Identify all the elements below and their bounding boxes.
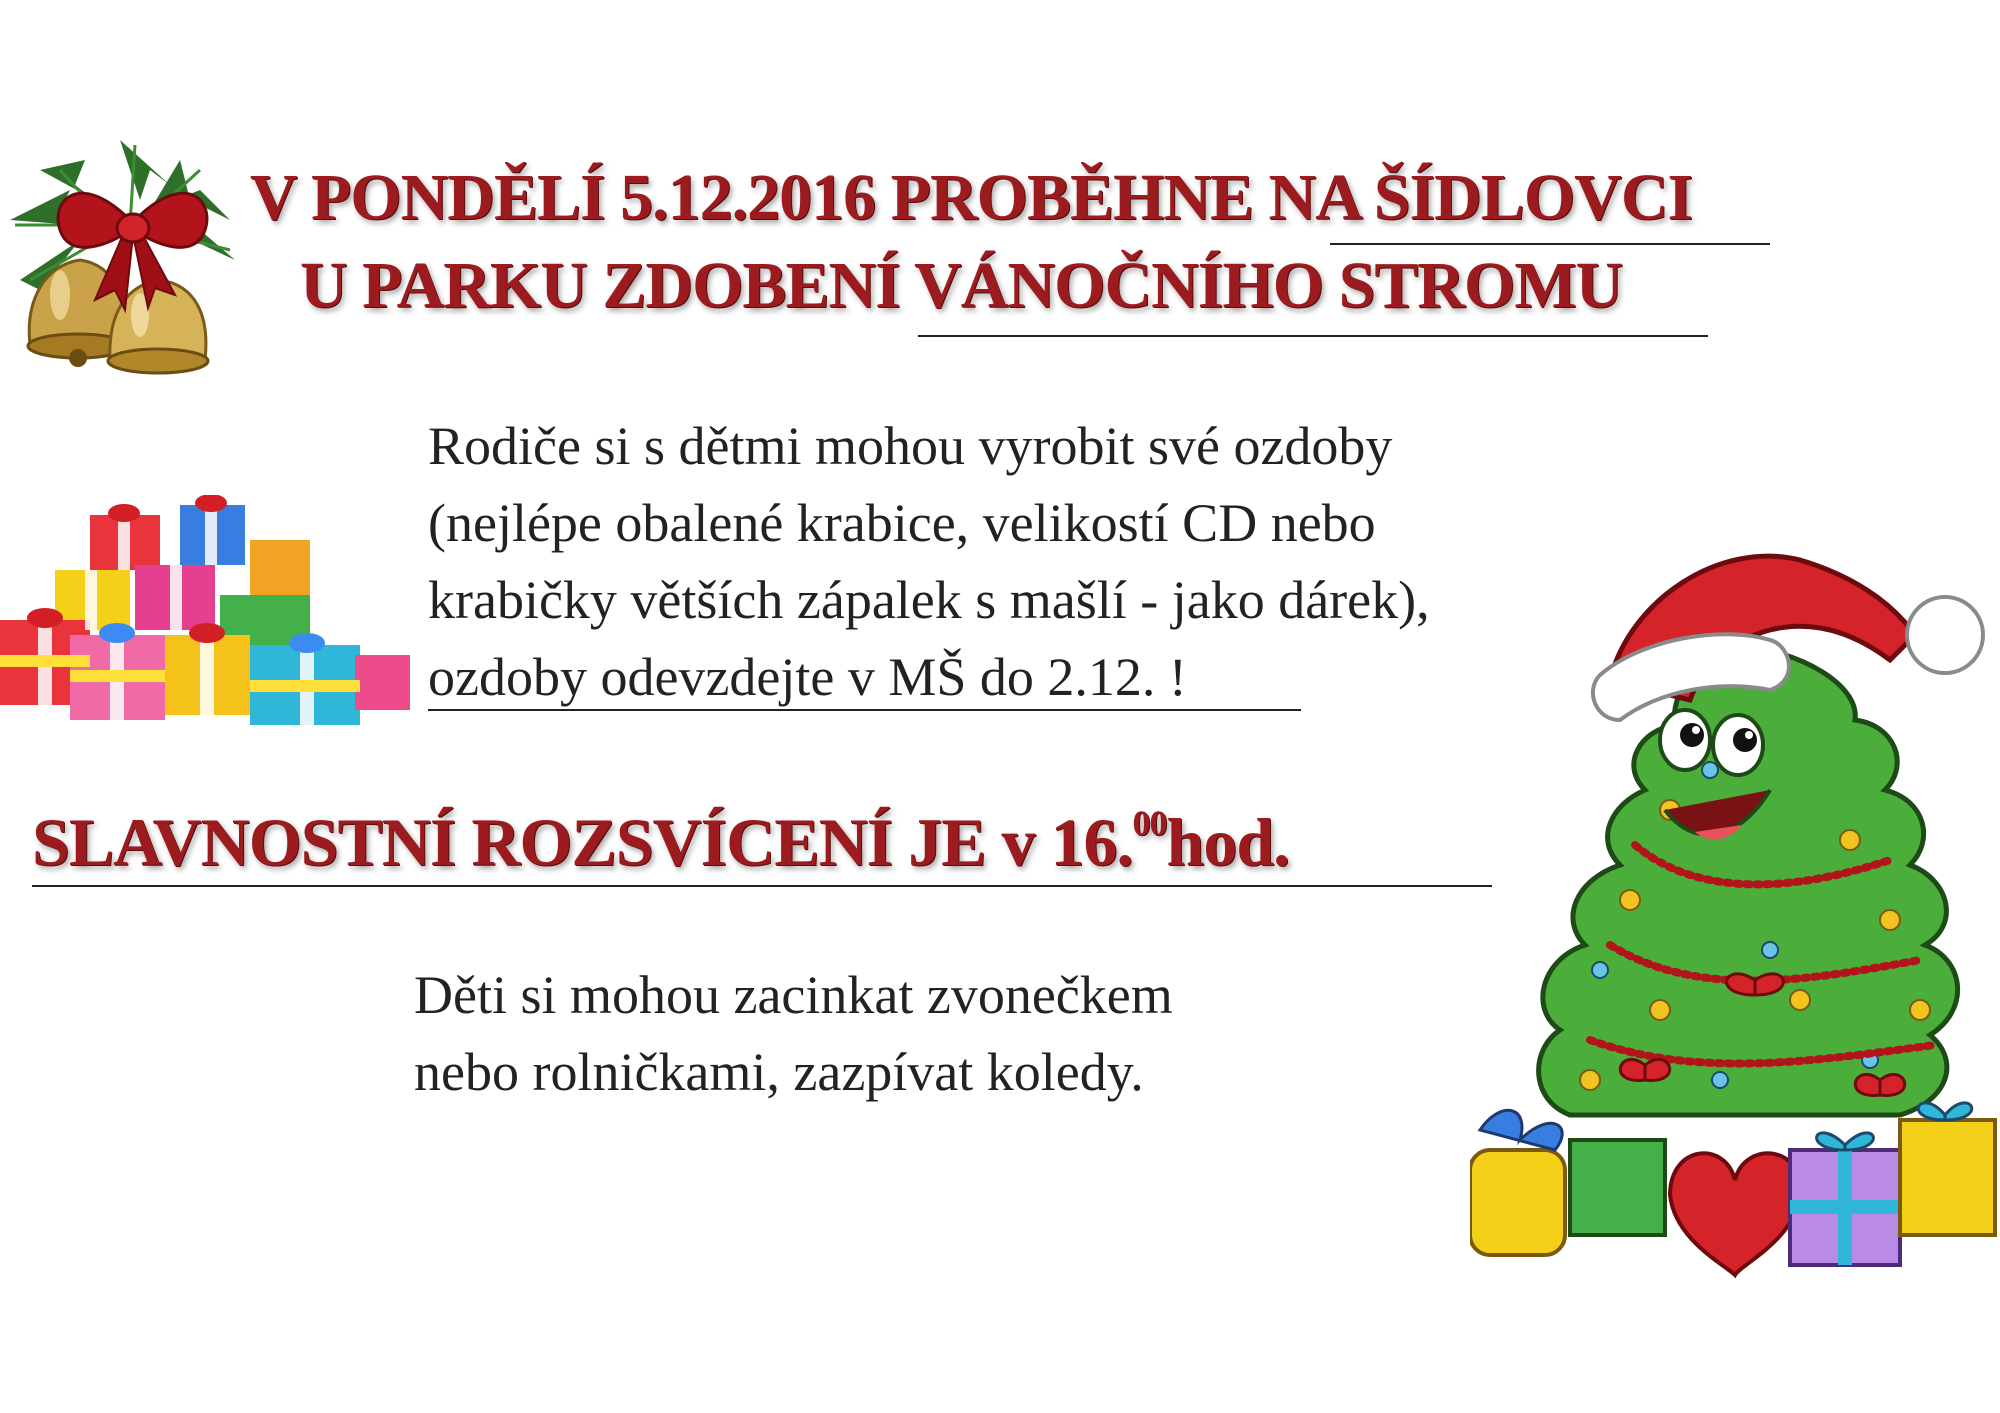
lighting-heading-underline — [32, 885, 1492, 887]
bells-line-2: nebo rolničkami, zazpívat koledy. — [414, 1042, 1144, 1102]
bells-line-1: Děti si mohou zacinkat zvonečkem — [414, 965, 1173, 1025]
lighting-time-minutes: 00 — [1132, 803, 1167, 843]
lighting-heading-text: SLAVNOSTNÍ ROZSVÍCENÍ JE v 16. — [32, 804, 1133, 880]
bells-paragraph — [414, 957, 1173, 1111]
lighting-heading — [32, 802, 1289, 882]
crafting-line-4: ozdoby odevzdejte v MŠ do 2.12. ! — [428, 647, 1187, 707]
crafting-line-1: Rodiče si s dětmi mohou vyrobit své ozdoby — [428, 416, 1393, 476]
lighting-time-suffix: hod. — [1166, 804, 1290, 880]
crafting-line-3: krabičky větších zápalek s mašlí - jako dárek), — [428, 570, 1430, 630]
christmas-bells-icon — [0, 130, 255, 375]
heading-line-1: V PONDĚLÍ 5.12.2016 PROBĚHNE NA ŠÍDLOVCI — [250, 161, 1693, 234]
christmas-tree-santa-hat-icon — [1470, 540, 2000, 1290]
crafting-line-2: (nejlépe obalené krabice, velikostí CD nebo — [428, 493, 1376, 553]
heading-line-2: U PARKU ZDOBENÍ VÁNOČNÍHO STROMU — [300, 249, 1623, 322]
crafting-paragraph — [428, 408, 1430, 716]
heading-line-1-underline — [1330, 243, 1770, 245]
heading-line-2-underline — [918, 335, 1708, 337]
deadline-underline — [428, 709, 1301, 711]
gift-pile-icon — [0, 495, 415, 735]
